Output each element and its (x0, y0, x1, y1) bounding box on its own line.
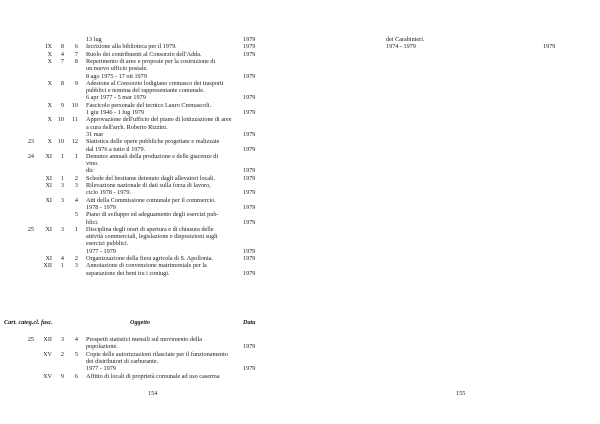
entry-date: 1979 (243, 218, 256, 226)
entry-line: esercizi pubblici. (86, 240, 129, 248)
entry-cart: 25 (27, 225, 34, 233)
entry-category: X (47, 50, 52, 58)
entry-class: 1 (60, 152, 64, 160)
entry-line: vino. (86, 160, 99, 168)
entry-category: X (47, 116, 52, 124)
entry-line: 1977 - 1979 (86, 365, 116, 373)
entry-line: Rilevazione nazionale di dati sulla forza di lavoro, (86, 182, 211, 189)
entry-line: Ruolo dei contribuenti al Consorzio dell'Adda. (86, 50, 202, 58)
entry-category: XII (43, 262, 52, 270)
entry-line: blici. (86, 218, 99, 226)
entry-class: 3 (60, 336, 64, 343)
entry-line: Copie delle autorizzazioni rilasciate per il funzionamento (86, 350, 228, 358)
entry-line: 1978 - 1979 (86, 203, 116, 211)
entry-class: 3 (60, 182, 64, 189)
entry-date: 1979 (243, 189, 256, 197)
entry-category: XV (43, 350, 52, 358)
entry-category: X (47, 79, 52, 87)
entry-line: 6 apr 1977 - 5 mar 1979 (86, 94, 146, 102)
entry-line: Piano di sviluppo ed adeguamento degli esercizi pub- (86, 211, 219, 219)
entry-category: XI (45, 225, 52, 233)
entry-line: Reperimento di aree e proposte per la costruzione di (86, 57, 216, 65)
entry-date: 1979 (243, 255, 256, 262)
entry-date: 1979 (243, 50, 256, 58)
entry-fascicle: 1 (74, 152, 78, 160)
entry-fascicle: 7 (74, 50, 78, 58)
entry-class: 8 (60, 79, 64, 87)
entry-line: 8 ago 1975 - 17 ott 1979 (86, 72, 147, 80)
entry-category: XV (43, 372, 52, 380)
entry-category: XI (45, 152, 52, 160)
entry-line: 1974 - 1979 (386, 43, 416, 51)
entry-date: 1979 (243, 365, 256, 373)
entry-category: XI (45, 182, 52, 189)
entry-fascicle: 5 (74, 350, 78, 358)
entry-fascicle: 4 (74, 336, 78, 343)
entry-line: dic (86, 167, 94, 175)
entry-line: un nuovo ufficio postale. (86, 65, 148, 73)
col-header-cart: Cart. categ.cl. fasc. (4, 319, 53, 326)
entry-date: 1979 (243, 145, 256, 153)
entry-line: 13 lug (86, 36, 102, 43)
entry-class: 10 (57, 116, 64, 124)
entry-category: IX (45, 43, 52, 51)
entry-date: 1979 (243, 36, 256, 43)
entry-date: 1979 (243, 343, 256, 351)
entry-date: 1979 (243, 72, 256, 80)
entry-line: Organizzazione della fiera agricola di S. Apollonia. (86, 255, 214, 262)
entry-line: Approvazione dell'ufficio del piano di lottizzazione di aree (86, 116, 232, 124)
entry-class: 7 (60, 57, 64, 65)
entry-category: X (47, 57, 52, 65)
entry-date: 1979 (243, 247, 256, 255)
entry-fascicle: 11 (72, 116, 78, 124)
entry-date: 1979 (243, 43, 256, 51)
entry-fascicle: 3 (74, 262, 78, 270)
entry-class: 3 (60, 196, 64, 204)
col-header-oggetto: Oggetto (130, 319, 150, 326)
entry-category: X (47, 101, 52, 109)
entry-fascicle: 4 (74, 196, 78, 204)
entry-line: Atti della Commissione comunale per il commercio. (86, 196, 216, 204)
entry-cart: 25 (27, 336, 34, 343)
entry-date: 1979 (243, 109, 256, 116)
entry-fascicle: 6 (74, 43, 78, 51)
entry-category: XI (45, 196, 52, 204)
entry-line: Fascicolo personale del tecnico Lauro Cremascoli. (86, 101, 212, 109)
entry-line: Annotazione di convenzione matrimoniale per la (86, 262, 207, 270)
page-number: 155 (456, 390, 466, 397)
entry-line: a cura dell'arch. Roberto Rizzini. (86, 123, 168, 131)
entry-class: 4 (60, 50, 64, 58)
col-header-data: Data (243, 319, 256, 326)
entry-class: 2 (60, 350, 64, 358)
entry-line: Iscrizione alla biblioteca per il 1979. (86, 43, 177, 51)
entry-line: dei distributori di carburante. (86, 357, 159, 365)
entry-line: 1977 - 1979 (86, 247, 116, 255)
entry-class: 9 (60, 101, 64, 109)
entry-line: popolazione. (86, 343, 118, 351)
entry-class: 8 (60, 43, 64, 51)
entry-category: XI (45, 174, 52, 182)
entry-line: Denunce annuali della produzione e delle giacenze di (86, 152, 219, 160)
entry-class: 1 (60, 262, 64, 270)
entry-date: 1979 (243, 94, 256, 102)
entry-cart: 23 (27, 138, 34, 146)
entry-date: 1979 (243, 130, 256, 138)
entry-line: Prospetti statistici mensili sul movimento della (86, 336, 203, 343)
entry-line: Adesione al Consorzio lodigiano cremasco dei trasporti (86, 79, 224, 87)
right-page (300, 0, 600, 424)
entry-fascicle: 1 (74, 225, 78, 233)
entry-line: separazione dei beni tra i coniugi. (86, 269, 170, 277)
entry-line: ciclo 1978 - 1979. (86, 189, 132, 197)
entry-fascicle: 5 (74, 211, 78, 219)
entry-category: X (47, 138, 52, 146)
entry-fascicle: 6 (74, 372, 78, 380)
entry-fascicle: 9 (74, 79, 78, 87)
entry-fascicle: 2 (74, 255, 78, 262)
entry-fascicle: 2 (74, 174, 78, 182)
entry-line: attività commerciali, legislazione e disposizioni sugli (86, 233, 218, 241)
entry-date: 1979 (243, 269, 256, 277)
entry-date: 1979 (243, 174, 256, 182)
page-number: 154 (148, 390, 158, 397)
entry-line: 31 mar (86, 130, 104, 138)
entry-date: 1979 (243, 167, 256, 175)
entry-line: dei Carabinieri. (386, 36, 425, 43)
entry-fascicle: 3 (74, 182, 78, 189)
entry-line: 1 giu 1946 - 1 lug 1979 (86, 109, 145, 116)
entry-class: 10 (57, 138, 64, 146)
entry-fascicle: 12 (71, 138, 78, 146)
entry-class: 4 (60, 255, 64, 262)
entry-line: Statistica delle opere pubbliche progettate e realizzate (86, 138, 220, 146)
entry-class: 3 (60, 225, 64, 233)
entry-class: 9 (60, 372, 64, 380)
entry-category: XI (45, 255, 52, 262)
entry-line: dal 1976 a tutto il 1979. (86, 145, 146, 153)
entry-class: 1 (60, 174, 64, 182)
entry-date: 1979 (243, 203, 256, 211)
entry-line: Schede del bestiame detenuto dagli allevatori locali. (86, 174, 216, 182)
entry-line: pubblici e nomina del rappresentante comunale. (86, 87, 205, 95)
entry-fascicle: 10 (71, 101, 78, 109)
entry-line: Disciplina degli orari di apertura e di chiusura delle (86, 225, 214, 233)
entry-line: Affitto di locali di proprietà comunale ad uso caserma (86, 372, 220, 380)
entry-category: XII (43, 336, 52, 343)
entry-fascicle: 8 (74, 57, 78, 65)
entry-cart: 24 (27, 152, 34, 160)
entry-date: 1979 (543, 43, 556, 51)
